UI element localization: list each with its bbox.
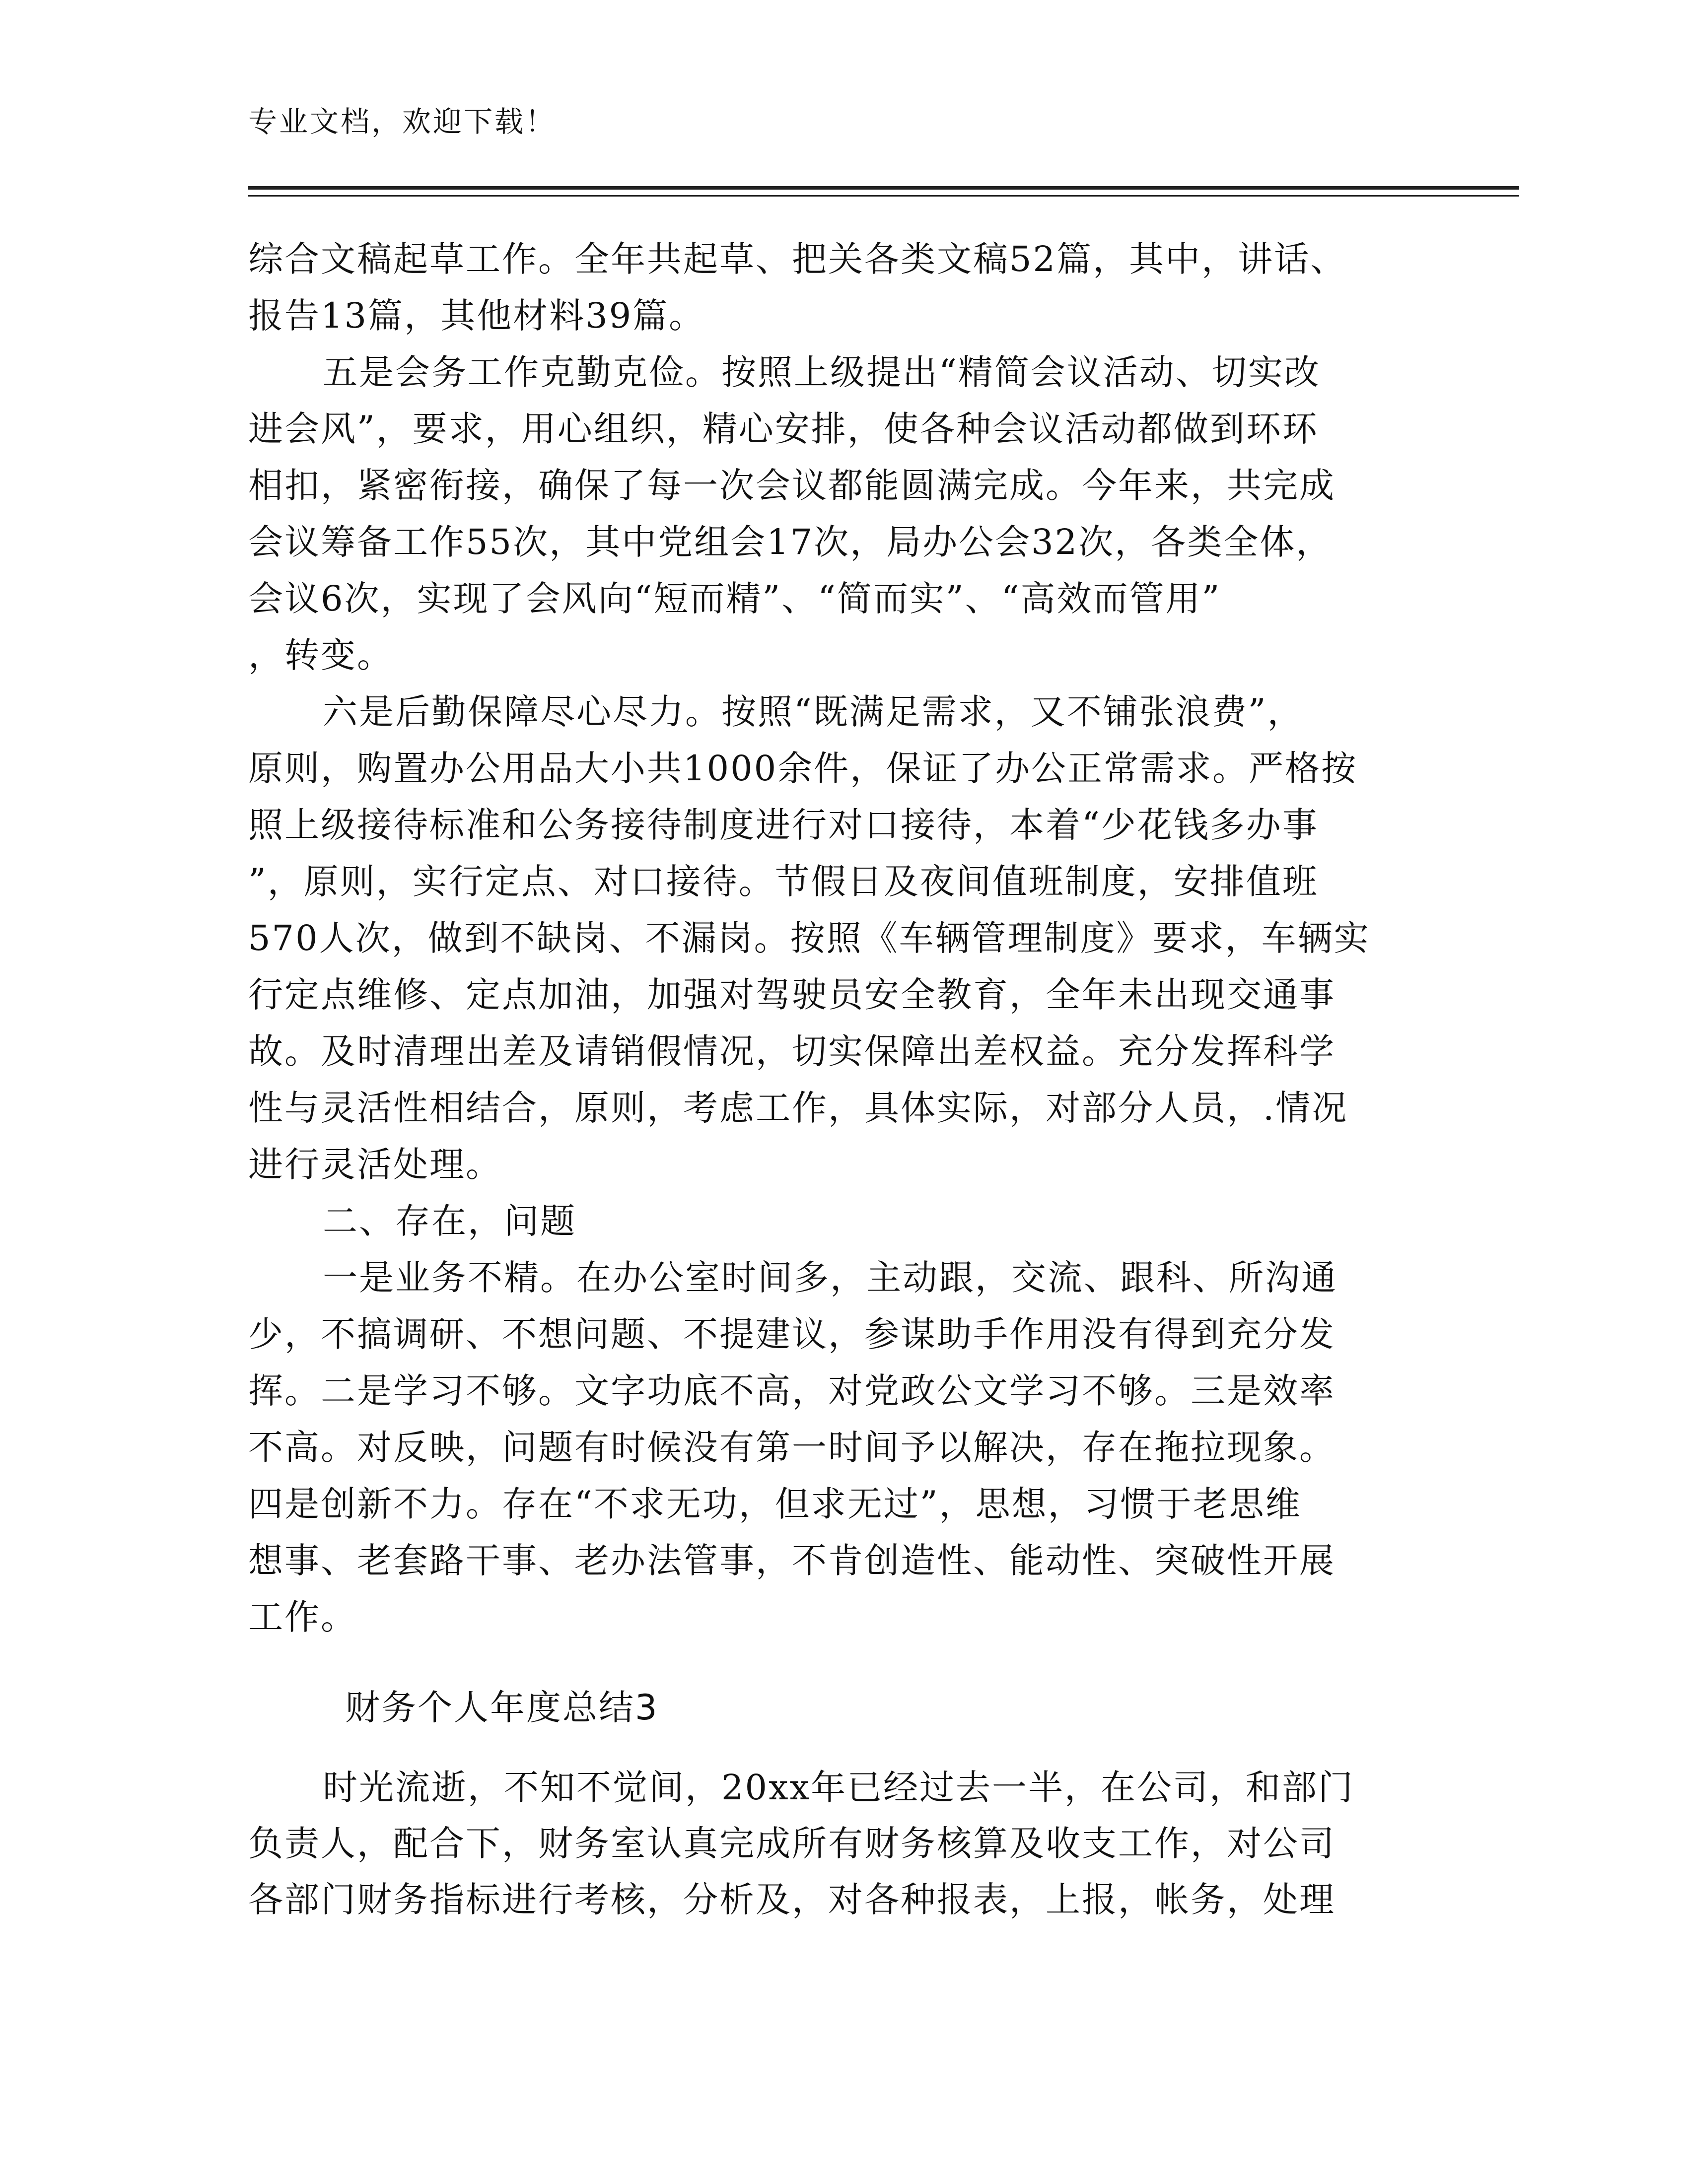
subsection-heading: 二、存在，问题 [323, 1201, 576, 1241]
body-line: 行定点维修、定点加油，加强对驾驶员安全教育，全年未出现交通事 [248, 974, 1336, 1015]
body-line: 原则，购置办公用品大小共1000余件，保证了办公正常需求。严格按 [248, 748, 1358, 789]
body-line: 六是后勤保障尽心尽力。按照“既满足需求，又不铺张浪费”， [323, 691, 1304, 732]
document-body [248, 231, 1440, 1645]
header-rule-thick [248, 186, 1519, 190]
body-line: 挥。二是学习不够。文字功底不高，对党政公文学习不够。三是效率 [248, 1370, 1336, 1411]
body-line: 想事、老套路干事、老办法管事，不肯创造性、能动性、突破性开展 [248, 1540, 1336, 1581]
header-rule-thin [248, 195, 1519, 197]
body-line: 综合文稿起草工作。全年共起草、把关各类文稿52篇，其中，讲话、 [248, 239, 1347, 279]
section-line: 负责人，配合下，财务室认真完成所有财务核算及收支工作，对公司 [248, 1823, 1336, 1864]
page-header: 专业文档，欢迎下载！ [248, 105, 557, 138]
body-line: 照上级接待标准和公务接待制度进行对口接待，本着“少花钱多办事 [248, 805, 1319, 845]
body-line: 进行灵活处理。 [248, 1144, 502, 1185]
body-line: 会议6次，实现了会风向“短而精”、“简而实”、“高效而管用” [248, 578, 1221, 619]
body-line: 四是创新不力。存在“不求无功，但求无过”，思想，习惯于老思维 [248, 1484, 1302, 1524]
body-line: 报告13篇，其他材料39篇。 [248, 295, 705, 336]
body-line: 570人次，做到不缺岗、不漏岗。按照《车辆管理制度》要求，车辆实 [248, 918, 1370, 958]
section-line: 各部门财务指标进行考核，分析及，对各种报表，上报，帐务，处理 [248, 1879, 1336, 1920]
body-line: 少，不搞调研、不想问题、不提建议，参谋助手作用没有得到充分发 [248, 1314, 1336, 1355]
body-line: 会议筹备工作55次，其中党组会17次，局办公会32次，各类全体， [248, 522, 1333, 562]
body-line: 相扣，紧密衔接，确保了每一次会议都能圆满完成。今年来，共完成 [248, 465, 1336, 506]
section-title: 财务个人年度总结3 [345, 1687, 659, 1728]
body-line: 性与灵活性相结合，原则，考虑工作，具体实际，对部分人员，.情况 [248, 1088, 1348, 1128]
body-line: 进会风”，要求，用心组织，精心安排，使各种会议活动都做到环环 [248, 409, 1319, 449]
section-body [248, 1760, 1440, 1928]
section-line: 时光流逝，不知不觉间，20xx年已经过去一半，在公司，和部门 [323, 1767, 1355, 1808]
body-line: 故。及时清理出差及请销假情况，切实保障出差权益。充分发挥科学 [248, 1031, 1336, 1072]
body-line: ”，原则，实行定点、对口接待。节假日及夜间值班制度，安排值班 [248, 861, 1319, 902]
body-line: 一是业务不精。在办公室时间多，主动跟，交流、跟科、所沟通 [323, 1257, 1337, 1298]
body-line: 工作。 [248, 1597, 357, 1638]
body-line: 五是会务工作克勤克俭。按照上级提出“精简会议活动、切实改 [323, 352, 1321, 393]
body-line: ，转变。 [248, 635, 393, 676]
body-line: 不高。对反映，问题有时候没有第一时间予以解决，存在拖拉现象。 [248, 1427, 1336, 1468]
